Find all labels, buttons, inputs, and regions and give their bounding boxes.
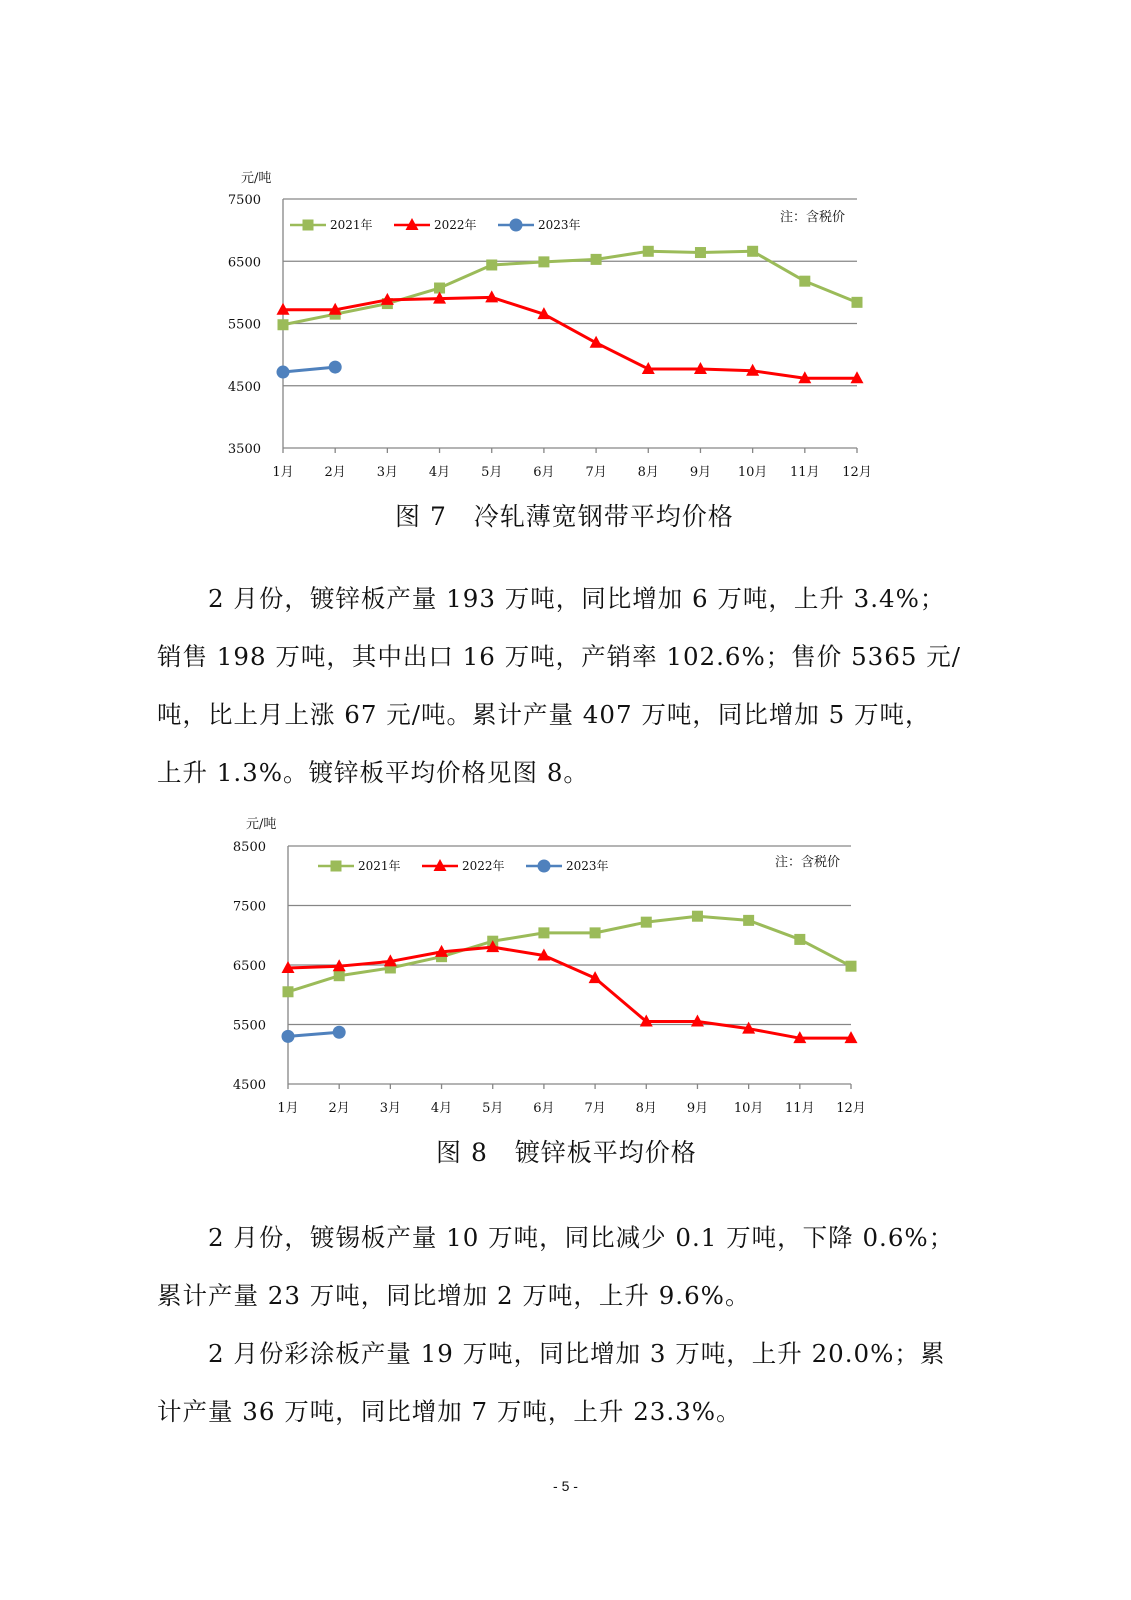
data-point [794,934,805,945]
data-point [282,1030,295,1043]
data-point [590,927,601,938]
y-tick-label: 6500 [227,255,261,271]
y-tick-label: 6500 [232,959,266,974]
x-tick-label: 12月 [836,1101,866,1116]
x-tick-label: 9月 [689,465,712,480]
series-line-2023年 [288,1032,339,1036]
x-tick-label: 5月 [481,465,503,480]
y-tick-label: 3500 [227,442,261,457]
x-tick-label: 6月 [533,465,555,480]
data-point [538,927,549,938]
x-tick-label: 2月 [324,465,346,480]
x-tick-label: 2月 [328,1101,350,1116]
x-tick-label: 1月 [277,1101,299,1116]
paragraph-line: 累计产量 23 万吨，同比增加 2 万吨，上升 9.6%。 [157,1281,751,1310]
data-point [846,961,857,972]
x-tick-label: 6月 [533,1101,555,1116]
data-point [692,911,703,922]
legend-label: 2023年 [566,859,609,873]
x-tick-label: 5月 [482,1101,504,1116]
x-tick-label: 7月 [584,1101,606,1116]
data-point [333,1026,346,1039]
x-tick-label: 4月 [430,1101,453,1116]
y-axis-label: 元/吨 [246,817,277,832]
y-axis-label: 元/吨 [241,171,272,186]
x-tick-label: 1月 [272,465,294,480]
legend-label: 2023年 [538,218,581,232]
data-point [334,970,345,981]
paragraph-color-coated [157,1325,977,1441]
legend-square-icon [331,861,342,872]
data-point [641,917,652,928]
x-tick-label: 10月 [737,465,768,480]
paragraph-line: 2 月份彩涂板产量 19 万吨，同比增加 3 万吨，上升 20.0%；累 [157,1339,946,1368]
figure-8-caption: 图 8 镀锌板平均价格 [436,1138,697,1167]
y-tick-label: 5500 [227,317,261,333]
paragraph-line: 上升 1.3%。镀锌板平均价格见图 8。 [157,758,589,787]
y-tick-label: 4500 [232,1078,266,1093]
y-tick-label: 7500 [227,193,261,208]
chart-note: 注：含税价 [780,210,846,225]
y-tick-label: 8500 [232,840,266,855]
series-line-2021年 [288,916,851,992]
x-tick-label: 4月 [428,465,451,480]
paragraph-line: 吨，比上月上涨 67 元/吨。累计产量 407 万吨，同比增加 5 万吨， [157,700,931,729]
paragraph-line: 计产量 36 万吨，同比增加 7 万吨，上升 23.3%。 [157,1397,742,1426]
x-tick-label: 10月 [733,1101,764,1116]
paragraph-tinplate [157,1209,977,1325]
paragraph-line: 销售 198 万吨，其中出口 16 万吨，产销率 102.6%；售价 5365 元/ [157,642,961,671]
legend-label: 2022年 [462,859,505,873]
y-tick-label: 4500 [227,379,261,395]
y-tick-label: 7500 [232,899,266,915]
x-tick-label: 11月 [785,1101,815,1116]
x-tick-label: 9月 [686,1101,709,1116]
x-tick-label: 11月 [790,465,820,480]
chart-note: 注：含税价 [775,855,841,870]
x-tick-label: 12月 [842,465,872,480]
y-tick-label: 5500 [232,1018,266,1034]
legend-label: 2021年 [330,218,373,232]
paragraph-line: 2 月份，镀锡板产量 10 万吨，同比减少 0.1 万吨，下降 0.6%； [157,1223,955,1252]
data-point [743,915,754,926]
legend-label: 2021年 [358,859,401,873]
paragraph-line: 2 月份，镀锌板产量 193 万吨，同比增加 6 万吨，上升 3.4%； [157,584,946,613]
legend-label: 2022年 [434,218,477,232]
x-tick-label: 8月 [635,1101,657,1116]
x-tick-label: 3月 [376,465,399,480]
x-tick-label: 3月 [379,1101,402,1116]
page-number: - 5 - [553,1478,578,1494]
figure-7-caption: 图 7 冷轧薄宽钢带平均价格 [395,502,734,531]
x-tick-label: 7月 [585,465,607,480]
legend-circle-icon [538,860,551,873]
x-tick-label: 8月 [637,465,659,480]
data-point [283,986,294,997]
